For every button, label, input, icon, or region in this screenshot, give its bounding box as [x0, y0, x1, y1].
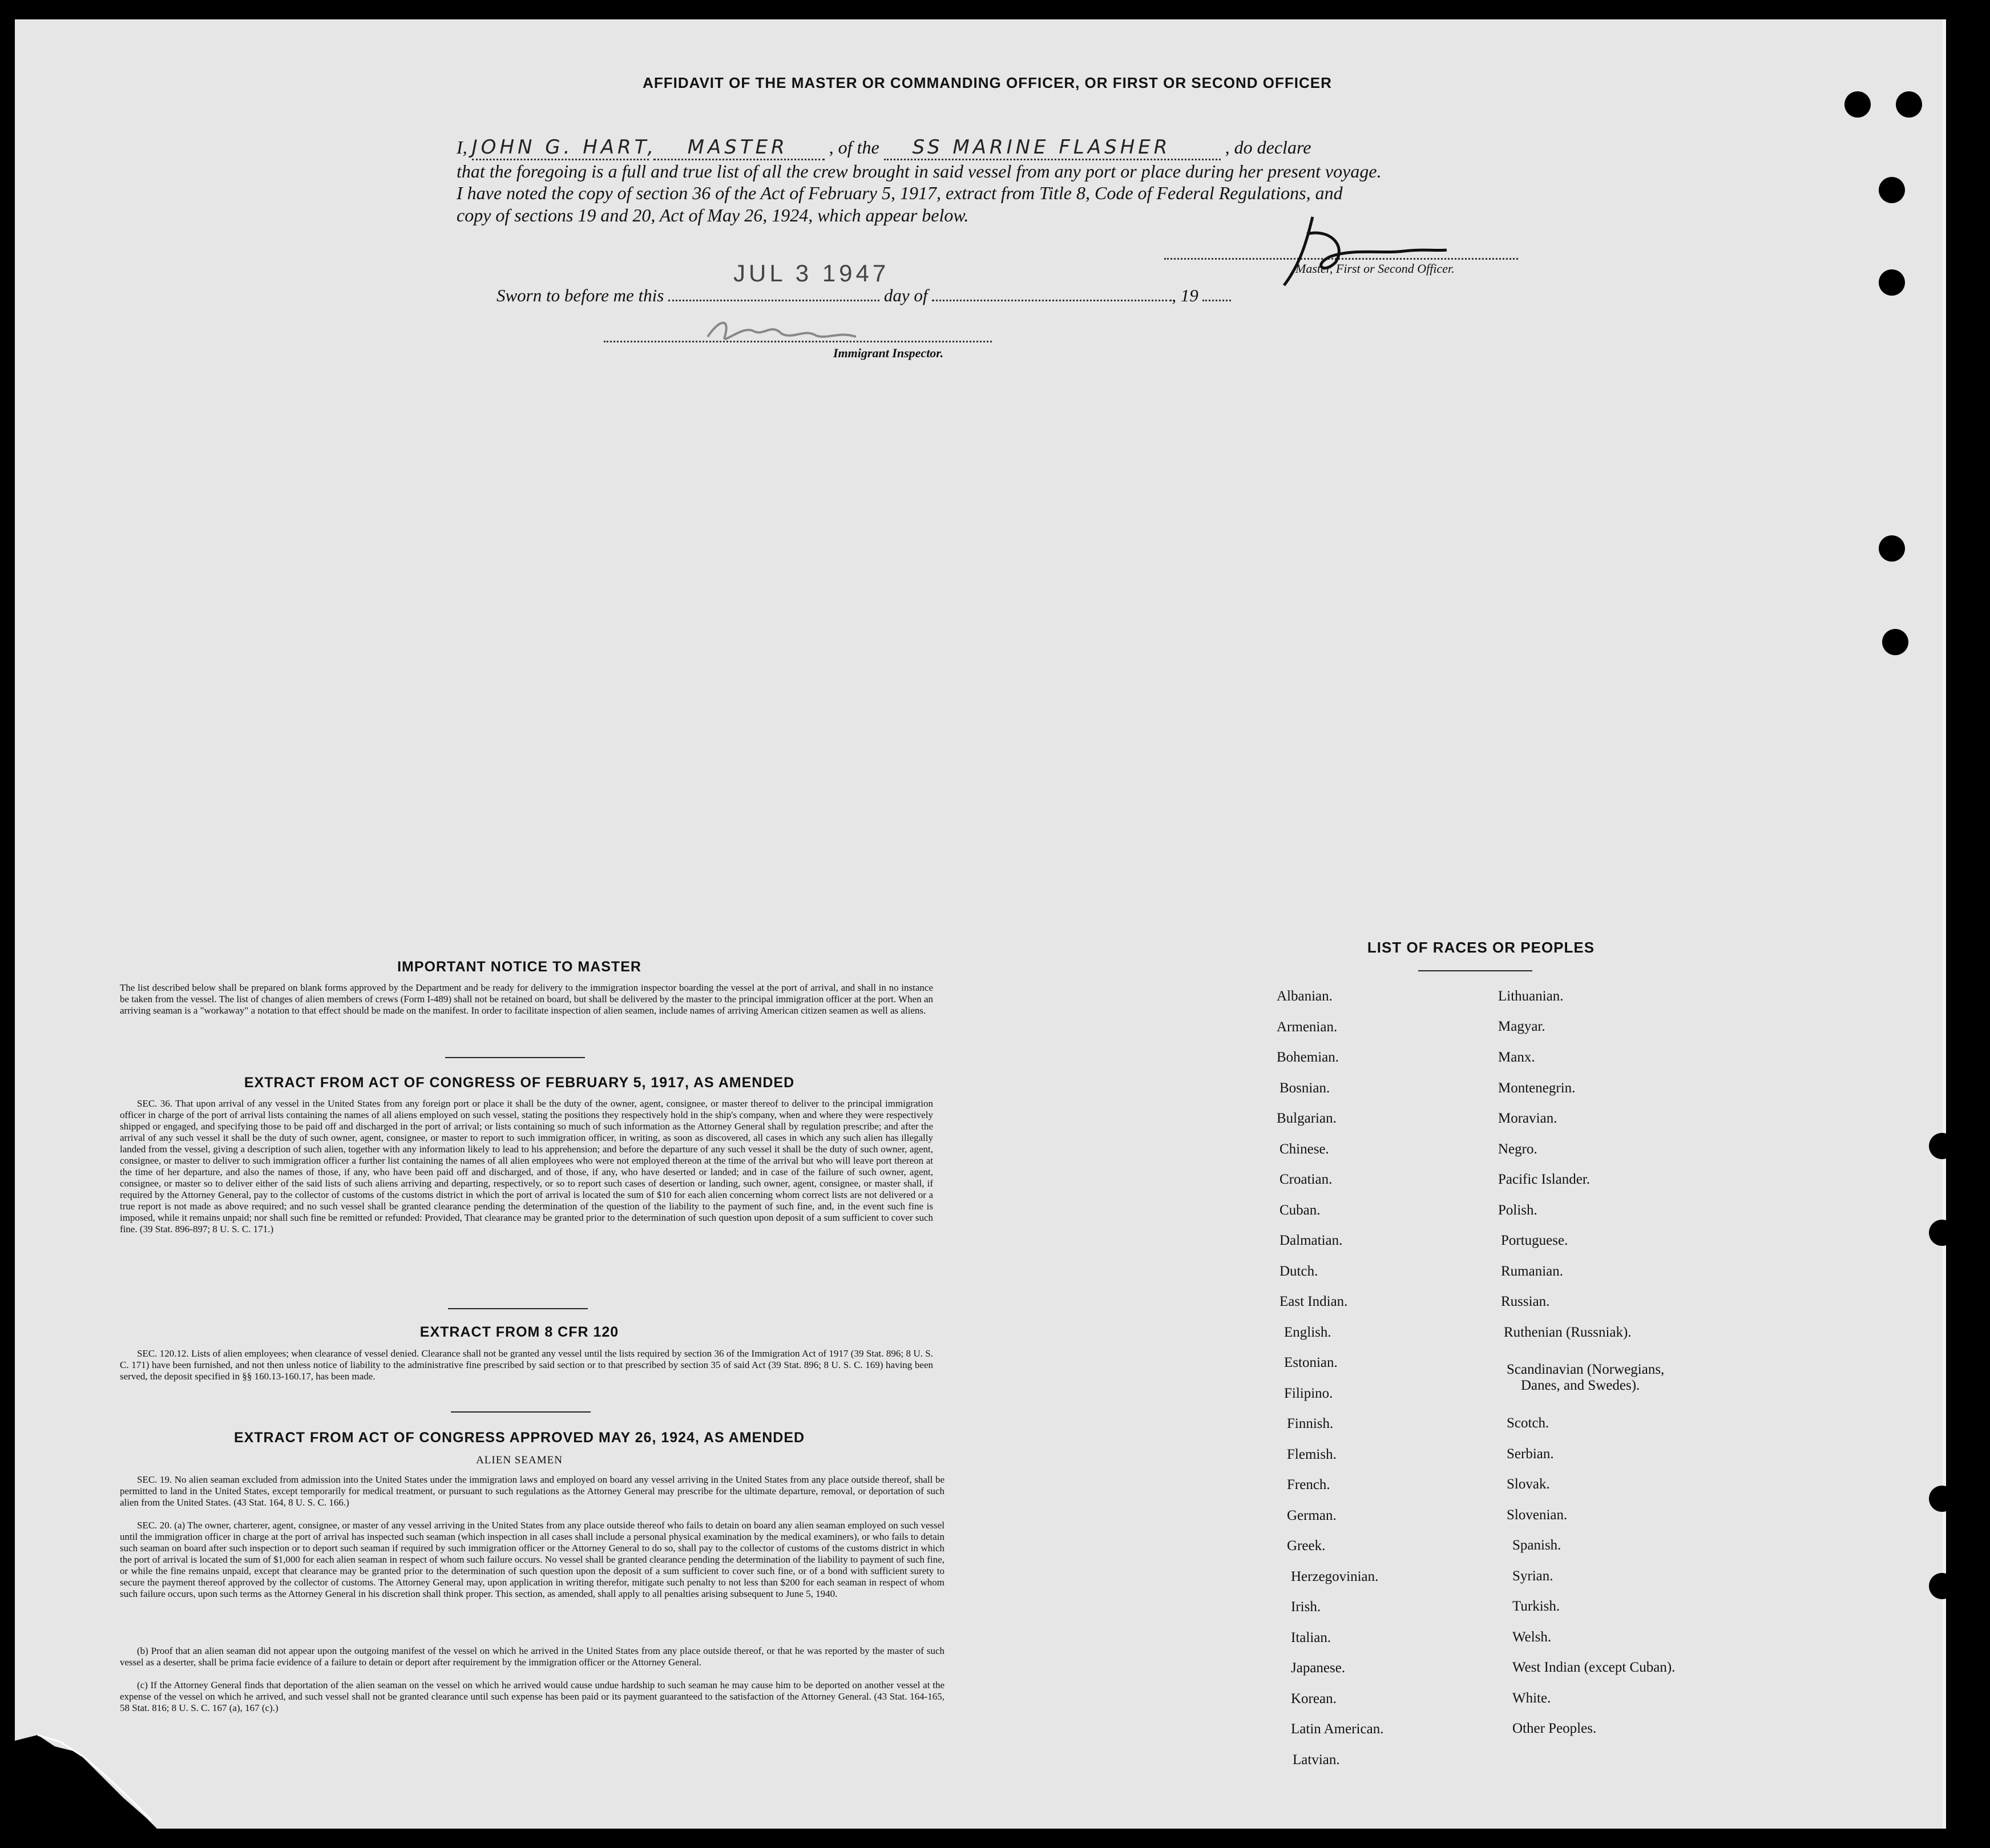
race-item: Polish. — [1498, 1203, 1537, 1218]
race-item: Scandinavian (Norwegians, — [1507, 1362, 1665, 1377]
race-item: French. — [1287, 1477, 1330, 1492]
extract-1917-title: EXTRACT FROM ACT OF CONGRESS OF FEBRUARY 5, 1917, AS AMENDED — [244, 1075, 795, 1091]
punch-hole — [1879, 269, 1905, 296]
race-item: Pacific Islander. — [1498, 1172, 1591, 1187]
race-item: Latin American. — [1291, 1721, 1384, 1737]
race-item: Negro. — [1498, 1141, 1537, 1157]
race-item: Ruthenian (Russniak). — [1504, 1325, 1632, 1340]
race-item: White. — [1512, 1690, 1551, 1706]
sworn-month-field — [932, 300, 1172, 301]
race-item: Syrian. — [1512, 1568, 1553, 1584]
extract-1924-sec19: SEC. 19. No alien seaman excluded from admission into the United States under the immigration laws and employed on board any vessel arriving in the United States from any place outside thereof, shall be permitted to land in the United States, except temporarily for medical treatment, or pursuant to such regulations as the Attorney General may prescribe for the ultimate departure, removal, or deportation of such alien from the United States. (43 Stat. 164, 8 U. S. C. 166.) — [120, 1474, 944, 1508]
alien-seamen-subtitle: ALIEN SEAMEN — [476, 1454, 563, 1466]
race-item: West Indian (except Cuban). — [1512, 1660, 1676, 1675]
punch-hole — [1879, 177, 1905, 203]
master-signature — [1267, 205, 1450, 291]
punch-hole — [1929, 1573, 1955, 1599]
torn-corner — [15, 1712, 163, 1832]
race-item: Croatian. — [1279, 1172, 1333, 1187]
race-item: Dutch. — [1279, 1263, 1318, 1279]
notice-text: The list described below shall be prepared on blank forms approved by the Department and be ready for delivery to the immigration inspector boarding the vessel at the port of arrival, and shall in no instance be taken from the vessel. The list of changes of alien members of crews (Form I-489) shall not be retained on board, but shall be delivered by the master to the principal immigration officer at the port. When an arriving seaman is a "workaway" a notation to that effect should be made on the manifest. In order to facilitate inspection of alien seamen, include names of arriving American citizen seamen as well as aliens. — [120, 982, 933, 1016]
race-item: Welsh. — [1512, 1629, 1552, 1645]
race-item: Armenian. — [1277, 1019, 1338, 1035]
extract-cfr-text: SEC. 120.12. Lists of alien employees; when clearance of vessel denied. Clearance shall not be granted any vessel until the lists required by section 36 of the Immigration Act of 1917 (39 Stat. 896; 8 U. S. C. 171) have been furnished, and not then unless notice of liability to the administrative fine prescribed by said section or to that prescribed by section 35 of said Act (39 Stat. 896; 8 U. S. C. 169) having been served, the deposit specified in §§ 160.13-160.17, has been made. — [120, 1348, 933, 1382]
race-item: Rumanian. — [1501, 1264, 1564, 1279]
declarant-name-field — [471, 136, 657, 160]
race-item: Montenegrin. — [1498, 1080, 1576, 1096]
punch-hole — [1929, 1486, 1955, 1512]
race-item: Latvian. — [1293, 1752, 1340, 1768]
race-item: Bosnian. — [1279, 1080, 1330, 1096]
race-item: Other Peoples. — [1512, 1721, 1597, 1736]
affidavit-line-2: that the foregoing is a full and true list of all the crew brought in said vessel from any port or place during her present voyage. — [457, 161, 1382, 181]
race-item: Manx. — [1498, 1050, 1535, 1065]
do-declare-label: , do declare — [1225, 137, 1311, 158]
divider — [451, 1411, 591, 1413]
extract-1917-text: SEC. 36. That upon arrival of any vessel in the United States from any foreign port or place it shall be the duty of the owner, agent, consignee, or master thereof to deliver to the principal immigration officer in charge of the port of arrival lists containing the names of all aliens employed on such vessel, stating the positions they respectively hold in the ship's company, when and where they were respectively shipped or engaged, and specifying those to be paid off and discharged in the port of arrival; or lists containing so much of such information as the Attorney General shall by regulation prescribe; and after the arrival of any such vessel it shall be the duty of such owner, agent, consignee, or master to report to such immigration officer, in writing, as soon as discovered, all cases in which any such alien has illegally landed from the vessel, giving a description of such alien, together with any information likely to lead to his apprehension; and before the departure of any such vessel it shall be the duty of such owner, agent, consignee, or master to deliver to such immigration officer a further list containing the names of all alien employees who were not employed thereon at the time of the arrival but who will leave port thereon at the time of her departure, and also the names of those, if any, who have been paid off and discharged, and of those, if any, who have deserted or landed; and in case of the failure of such owner, agent, consignee, or master so to deliver either of the said lists of such aliens arriving and departing, respectively, or so to report such cases of desertion or landing, such owner, agent, consignee, or master shall, if required by the Attorney General, pay to the collector of customs of the customs district in which the port of arrival is located the sum of $10 for each alien concerning whom correct lists are not delivered or a true report is not made as above required; and no such vessel shall be granted clearance pending the determination of the question of the liability to the payment of such fine, and, in the event such fine is imposed, while it remains unpaid; nor shall such fine be remitted or refunded: Provided, That clearance may be granted prior to the determination of such question upon deposit of a sum sufficient to cover such fine. (39 Stat. 896-897; 8 U. S. C. 171.) — [120, 1098, 933, 1234]
race-item: Scotch. — [1507, 1415, 1549, 1431]
race-item: Danes, and Swedes). — [1521, 1378, 1640, 1393]
affidavit-line-4: copy of sections 19 and 20, Act of May 26, 1924, which appear below. — [457, 205, 969, 225]
declaration-i: I, — [457, 137, 467, 158]
race-item: Slovenian. — [1507, 1507, 1568, 1523]
date-stamp: JUL 3 1947 — [733, 260, 890, 287]
race-item: Flemish. — [1287, 1446, 1337, 1462]
race-item: Finnish. — [1287, 1416, 1334, 1431]
sworn-day-field — [668, 300, 879, 301]
race-item: Lithuanian. — [1498, 988, 1564, 1004]
punch-hole — [1879, 535, 1905, 562]
races-title: LIST OF RACES OR PEOPLES — [1367, 939, 1595, 956]
divider — [448, 1308, 588, 1309]
race-item: Serbian. — [1507, 1446, 1554, 1462]
race-item: East Indian. — [1279, 1294, 1348, 1309]
punch-hole — [1929, 1133, 1955, 1159]
race-item: Greek. — [1287, 1538, 1326, 1554]
race-item: Estonian. — [1284, 1355, 1338, 1370]
inspector-caption: Immigrant Inspector. — [833, 346, 944, 360]
race-item: Dalmatian. — [1279, 1233, 1343, 1248]
sworn-label: Sworn to before me this — [497, 285, 664, 305]
race-item: Japanese. — [1291, 1660, 1346, 1676]
extract-1924-sec20b: (b) Proof that an alien seaman did not appear upon the outgoing manifest of the vessel on which he arrived in the United States from any place outside thereof, or that he was reported by the master of such vessel as a deserter, shall be prima facie evidence of a failure to detain or deport after requirement by the immigration officer or the Attorney General. — [120, 1645, 944, 1668]
extract-cfr-title: EXTRACT FROM 8 CFR 120 — [419, 1324, 619, 1340]
race-item: Magyar. — [1498, 1019, 1545, 1034]
race-item: Cuban. — [1279, 1202, 1321, 1218]
extract-1924-sec20a: SEC. 20. (a) The owner, charterer, agent, consignee, or master of any vessel arriving in the United States from any place outside thereof who fails to detain on board any alien seaman employed on such vessel until the immigration officer in charge at the port of arrival has inspected such seaman (which inspection in all cases shall include a personal physical examination by the medical examiners), or who fails to detain such seaman on board after such inspection or to deport such seaman if required by such immigration officer or the Attorney General to do so, shall pay to the collector of customs of the customs district in which the port of arrival is located the sum of $1,000 for each alien seaman in respect of whom such failure occurs. No vessel shall be granted clearance pending the determination of the liability to payment of such fine, or while the fine remains unpaid, except that clearance may be granted prior to the determination of such question upon the deposit of a sum sufficient to cover such fine, or of a bond with sufficient surety to secure the payment thereof approved by the collector of customs. The Attorney General may, upon application in writing therefor, mitigate such penalty to not less than $200 for each seaman in respect of whom such failure occurs, upon such terms as the Attorney General in his discretion shall think proper. This section, as amended, shall apply to all penalties arising subsequent to June 5, 1940. — [120, 1520, 944, 1599]
affidavit-line-3: I have noted the copy of section 36 of the Act of February 5, 1917, extract from Title 8, Code of Federal Regulations, and — [457, 183, 1343, 203]
race-item: Russian. — [1501, 1294, 1550, 1309]
inspector-line — [604, 341, 992, 342]
day-of-label: day of — [883, 285, 928, 305]
punch-hole — [1929, 1220, 1955, 1246]
of-the-label: , of the — [829, 137, 879, 158]
sworn-line — [497, 285, 1231, 306]
affidavit-title: AFFIDAVIT OF THE MASTER OR COMMANDING OFFICER, OR FIRST OR SECOND OFFICER — [643, 74, 1332, 91]
race-item: Slovak. — [1507, 1476, 1550, 1492]
sworn-year-field — [1202, 300, 1231, 301]
race-item: Bulgarian. — [1277, 1111, 1337, 1126]
vessel-name: SS MARINE FLASHER — [912, 136, 1171, 159]
punch-hole — [1896, 91, 1922, 118]
year-prefix: , 19 — [1172, 285, 1198, 305]
race-item: Spanish. — [1512, 1538, 1561, 1553]
race-item: Italian. — [1291, 1629, 1331, 1645]
race-item: Irish. — [1291, 1599, 1321, 1615]
race-item: English. — [1284, 1324, 1331, 1340]
race-item: Albanian. — [1277, 988, 1333, 1004]
race-item: Chinese. — [1279, 1141, 1329, 1157]
divider — [1418, 970, 1532, 971]
punch-hole — [1882, 629, 1908, 655]
declarant-name: JOHN G. HART, — [471, 136, 657, 159]
extract-1924-sec20c: (c) If the Attorney General finds that deportation of the alien seaman on the vessel on which he arrived would cause undue hardship to such seaman he may cause him to be deported on another vessel at the expense of the vessel on which he arrived, and such vessel shall not be granted clearance until such expense has been paid or its payment guaranteed to the satisfaction of the Attorney General. (43 Stat. 164-165, 58 Stat. 816; 8 U. S. C. 167 (a), 167 (c).) — [120, 1680, 944, 1713]
signature-caption: Master, First or Second Officer. — [1295, 261, 1455, 276]
divider — [445, 1057, 585, 1058]
race-item: Portuguese. — [1501, 1233, 1568, 1248]
affidavit-line-1 — [457, 136, 1518, 160]
notice-title: IMPORTANT NOTICE TO MASTER — [397, 959, 641, 975]
race-item: German. — [1287, 1507, 1337, 1523]
race-item: Filipino. — [1284, 1385, 1333, 1401]
extract-1924-title: EXTRACT FROM ACT OF CONGRESS APPROVED MAY 26, 1924, AS AMENDED — [233, 1430, 805, 1446]
race-item: Turkish. — [1512, 1599, 1560, 1614]
punch-hole — [1844, 91, 1871, 118]
declarant-rank-field — [653, 136, 825, 160]
race-item: Herzegovinian. — [1291, 1568, 1379, 1584]
declarant-rank: MASTER — [687, 136, 788, 159]
race-item: Moravian. — [1498, 1111, 1557, 1126]
vessel-name-field — [884, 136, 1221, 160]
race-item: Bohemian. — [1277, 1050, 1339, 1065]
race-item: Korean. — [1291, 1690, 1337, 1706]
